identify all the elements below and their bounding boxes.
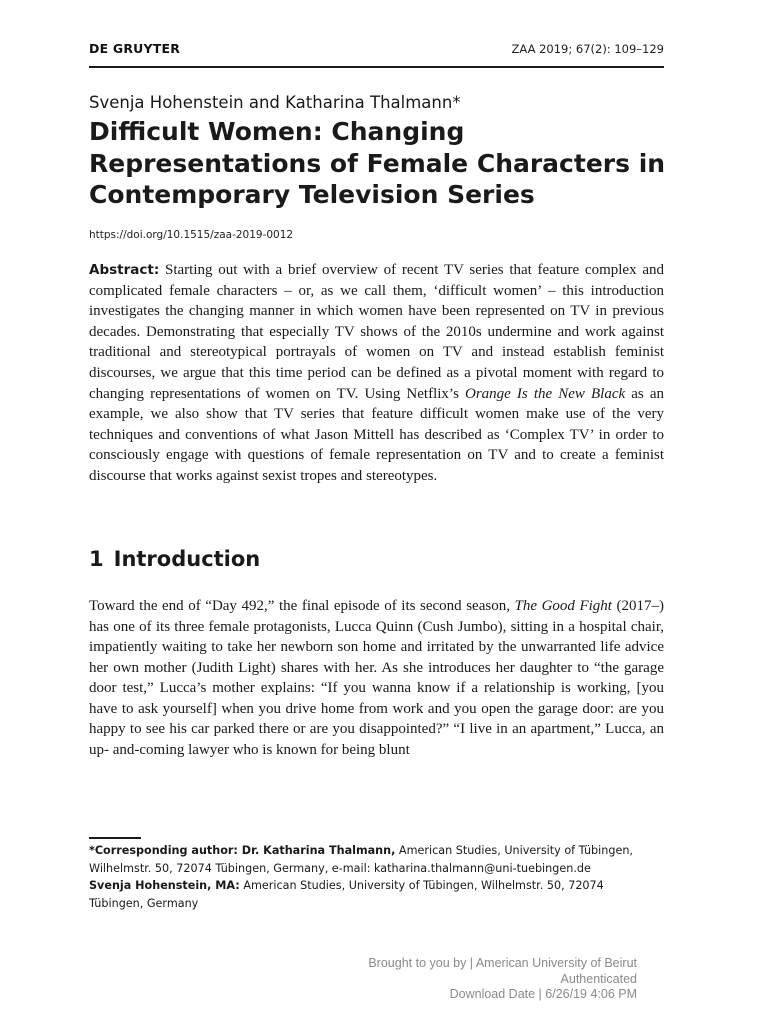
footnote-divider (89, 837, 141, 839)
header-divider (89, 66, 664, 68)
article-title: Difficult Women: Changing Representations of Female Characters in Contemporary Television Series (89, 117, 666, 209)
footnote-1-label: *Corresponding author: Dr. Katharina Thalmann, (89, 844, 396, 857)
section-title: Introduction (113, 547, 261, 571)
watermark-line-2: Authenticated (560, 971, 637, 986)
publisher-name: DE GRUYTER (89, 41, 181, 56)
intro-text-part-1: Toward the end of “Day 492,” the final episode of its second season, (89, 598, 510, 614)
intro-text-part-2: (2017–) has one of its three female protagonists, Lucca Quinn (Cush Jumbo), sitting in a hospital chair, impatiently waiting to take her newborn son home and irritated by the unwarranted life advice her own mother (Judith Light) shares with her. As she introduces her daughter to “the garage door test,” Lucca’s mother explains: “If you wanna know if a relationship is working, [you have to ask yourself] when you drive home from work and you open the garage door: are you happy to see his car parked there or are you disappointed?” “I live in an apartment,” Lucca, an up- and-coming lawyer who is known for being blunt (89, 598, 665, 758)
abstract-label: Abstract: (89, 262, 160, 278)
footnote-2-text: American Studies, University of Tübingen, Wilhelmstr. 50, 72074 Tübingen, Germany (89, 879, 604, 910)
running-header (89, 41, 664, 61)
intro-paragraph (89, 596, 664, 760)
footnotes (89, 842, 659, 912)
abstract-text-part-1: Starting out with a brief overview of recent TV series that feature complex and complicated female characters – or, as we call them, ‘difficult women’ – this introduction investigates the changing manner in which women have been represented on TV in previous decades. Demonstrating that especially TV shows of the 2010s undermine and work against traditional and stereotypical portrayals of women on TV and instead establish feminist discourses, we argue that this time period can be defined as a pivotal moment with regard to changing representations of women on TV. Using Netflix’s (89, 262, 664, 402)
doi-link[interactable]: https://doi.org/10.1515/zaa-2019-0012 (89, 229, 294, 241)
abstract-show-title: Orange Is the New Black (465, 385, 626, 402)
watermark-line-3: Download Date | 6/26/19 4:06 PM (449, 987, 637, 1001)
abstract (89, 260, 664, 487)
author-line: Svenja Hohenstein and Katharina Thalmann* (89, 93, 461, 112)
intro-show-title: The Good Fight (514, 598, 612, 614)
abstract-text-part-2: as an example, we also show that TV series that feature difficult women make use of the very techniques and conventions of what Jason Mittell has described as ‘Complex TV’ in order to consciously engage with questions of female representation on TV and to create a feminist discourse that works against sexist tropes and stereotypes. (89, 385, 665, 484)
journal-citation: ZAA 2019; 67(2): 109–129 (511, 42, 664, 56)
section-number: 1 (89, 547, 104, 571)
footnote-1-text: American Studies, University of Tübingen, Wilhelmstr. 50, 72074 Tübingen, Germany, e-mail: katharina.thalmann@uni-tuebingen.de (89, 844, 633, 875)
footnote-2-label: Svenja Hohenstein, MA: (89, 879, 240, 892)
download-watermark (368, 956, 637, 1003)
section-heading (89, 547, 260, 571)
watermark-line-1: Brought to you by | American University of Beirut (368, 956, 637, 970)
